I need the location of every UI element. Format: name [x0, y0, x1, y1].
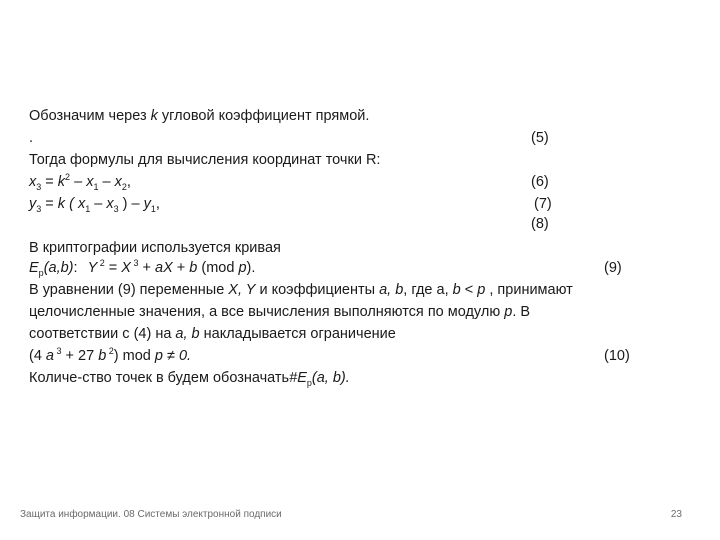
text: Обозначим через	[29, 108, 151, 124]
var: (a, b).	[311, 370, 350, 386]
formula-y3	[29, 195, 160, 213]
line-point-count	[29, 369, 350, 387]
para-line-3	[29, 325, 396, 343]
var: p	[504, 304, 513, 320]
op: ) –	[118, 196, 144, 212]
text: соответствии с (4) на	[29, 326, 176, 342]
op: (4	[29, 348, 46, 364]
var: aX	[155, 260, 173, 276]
op: =	[41, 196, 58, 212]
line-definition	[29, 107, 369, 125]
var: x	[86, 174, 94, 190]
eq-number-9: (9)	[604, 260, 622, 276]
var: X	[121, 260, 131, 276]
var: E	[297, 370, 307, 386]
formula-condition	[29, 347, 191, 365]
sub: 2	[121, 181, 127, 192]
eq-number-5: (5)	[531, 130, 549, 146]
sub: 3	[36, 181, 42, 192]
var: k	[57, 196, 66, 212]
op: +	[172, 260, 190, 276]
text: , принимают	[485, 282, 573, 298]
var: k	[57, 174, 66, 190]
var: a, b	[379, 282, 404, 298]
var: Y	[87, 260, 98, 276]
sub: 1	[150, 203, 156, 214]
var: 0.	[178, 348, 192, 364]
op: + 27	[61, 348, 99, 364]
var: b	[189, 260, 198, 276]
op: :	[73, 260, 82, 276]
line-dot: .	[29, 130, 34, 146]
text: целочисленные значения, а все вычисления выполняются по модулю	[29, 304, 505, 320]
var: p	[477, 282, 486, 298]
op: +	[138, 260, 156, 276]
var: p	[154, 348, 163, 364]
var: a, b	[175, 326, 200, 342]
op: ) mod	[113, 348, 155, 364]
op: ,	[155, 196, 160, 212]
op: =	[104, 260, 122, 276]
var: (a,b)	[43, 260, 74, 276]
op: ,	[126, 174, 131, 190]
var: x	[106, 196, 114, 212]
op: ).	[246, 260, 256, 276]
sub: p	[306, 377, 312, 388]
sub: 3	[36, 203, 42, 214]
op: (mod	[197, 260, 239, 276]
eq-number-7: (7)	[534, 196, 552, 212]
text: угловой коэффициент прямой.	[157, 108, 370, 124]
op: (	[65, 196, 78, 212]
text: накладывается ограничение	[199, 326, 396, 342]
eq-number-8: (8)	[531, 216, 549, 232]
sup: 2	[106, 346, 114, 357]
var: x	[114, 174, 122, 190]
var: y	[29, 196, 37, 212]
sub: 1	[85, 203, 91, 214]
var-k: k	[150, 108, 158, 124]
var: E	[29, 260, 39, 276]
footer-title: Защита информации. 08 Системы электронной подписи	[20, 509, 282, 520]
var: a	[45, 348, 54, 364]
op: =	[41, 174, 58, 190]
text: . В	[512, 304, 531, 320]
sup: 3	[54, 346, 62, 357]
op: ≠	[162, 348, 179, 364]
formula-x3	[29, 173, 131, 191]
text: Количе-ство точек в будем обозначать	[29, 370, 290, 386]
sup: 2	[65, 172, 71, 183]
para-line-2	[29, 303, 530, 321]
line-formulas-intro: Тогда формулы для вычисления координат точки R:	[29, 152, 381, 168]
text: и коэффициенты	[255, 282, 380, 298]
op: –	[90, 196, 107, 212]
var: p	[238, 260, 247, 276]
var: x	[29, 174, 37, 190]
page-number: 23	[670, 509, 682, 520]
var: b	[452, 282, 461, 298]
line-crypto-curve: В криптографии используется кривая	[29, 240, 281, 256]
sup: 3	[130, 258, 139, 269]
op: –	[98, 174, 115, 190]
text: В уравнении (9) переменные	[29, 282, 229, 298]
var: X, Y	[228, 282, 256, 298]
var: b	[98, 348, 107, 364]
sub: 1	[93, 181, 99, 192]
var: y	[143, 196, 151, 212]
sub: 3	[113, 203, 119, 214]
formula-curve	[29, 259, 255, 277]
var: x	[77, 196, 86, 212]
sup: 2	[97, 258, 105, 269]
eq-number-10: (10)	[604, 348, 630, 364]
eq-number-6: (6)	[531, 174, 549, 190]
op: #	[289, 370, 298, 386]
sub: p	[38, 267, 44, 278]
para-line-1	[29, 281, 573, 299]
op: –	[70, 174, 87, 190]
op: <	[460, 282, 478, 298]
text: , где a,	[403, 282, 453, 298]
